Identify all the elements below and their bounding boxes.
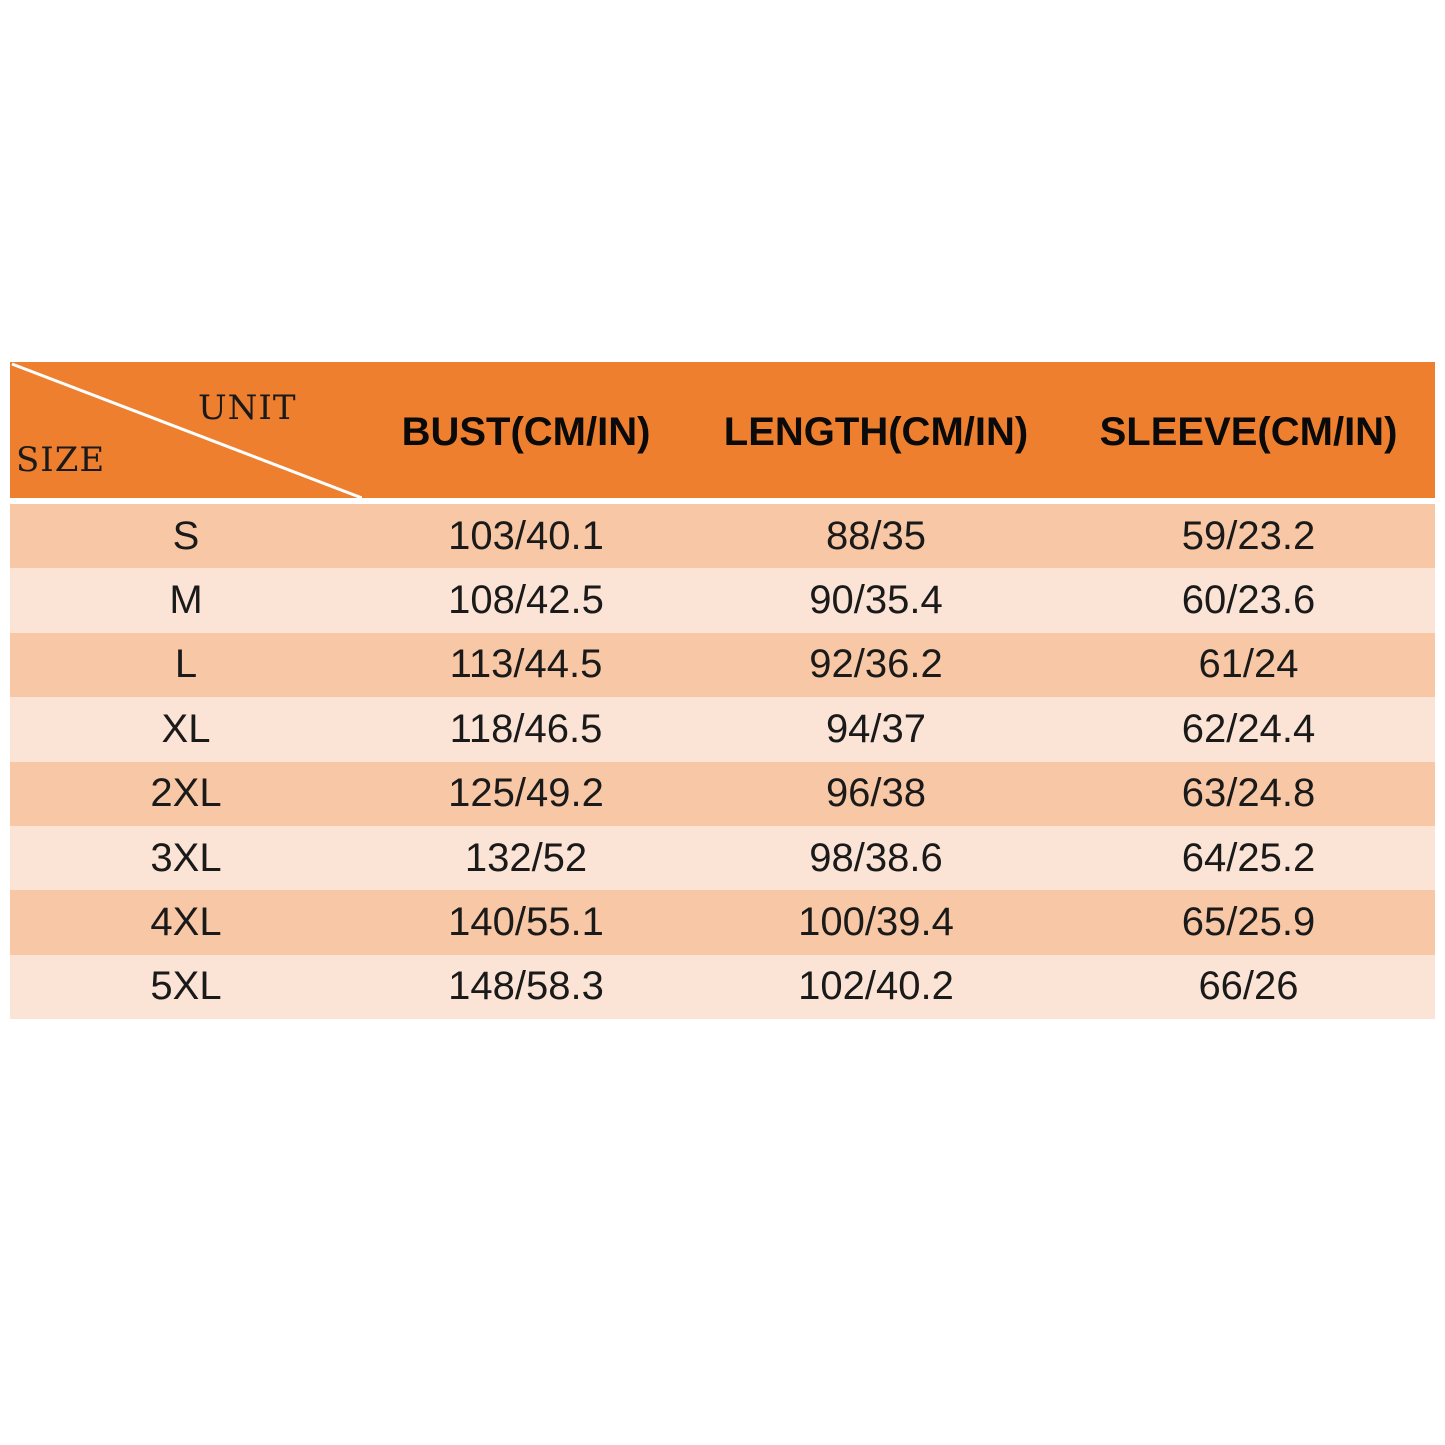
size-cell: XL [161, 706, 211, 751]
size-chart-table [10, 362, 1435, 1019]
length-cell: 96/38 [825, 771, 927, 816]
length-cell: 102/40.2 [798, 964, 954, 1009]
table-row [10, 826, 1435, 890]
corner-header-cell [10, 362, 362, 498]
table-row [10, 955, 1435, 1019]
size-cell: S [172, 513, 200, 558]
sleeve-cell: 63/24.8 [1181, 771, 1316, 816]
sleeve-cell: 66/26 [1198, 964, 1299, 1009]
table-row [10, 504, 1435, 568]
size-cell: 4XL [150, 900, 222, 945]
length-cell: 94/37 [825, 706, 927, 751]
table-body [10, 504, 1435, 1019]
bust-cell: 125/49.2 [448, 771, 604, 816]
column-header-bust: BUST(CM/IN) [401, 409, 651, 454]
bust-cell: 148/58.3 [448, 964, 604, 1009]
table-row [10, 890, 1435, 954]
bust-cell: 113/44.5 [449, 642, 603, 687]
column-header-length: LENGTH(CM/IN) [723, 409, 1029, 454]
size-cell: 3XL [150, 835, 222, 880]
sleeve-cell: 61/24 [1198, 642, 1299, 687]
table-row [10, 568, 1435, 632]
table-row [10, 697, 1435, 761]
sleeve-cell: 65/25.9 [1181, 900, 1316, 945]
sleeve-cell: 59/23.2 [1181, 513, 1316, 558]
unit-label: UNIT [198, 388, 297, 428]
size-cell: 5XL [150, 964, 222, 1009]
length-cell: 100/39.4 [798, 900, 954, 945]
size-cell: L [174, 642, 198, 687]
size-label: SIZE [16, 440, 106, 480]
sleeve-cell: 62/24.4 [1181, 706, 1316, 751]
bust-cell: 140/55.1 [448, 900, 604, 945]
length-cell: 88/35 [825, 513, 927, 558]
bust-cell: 108/42.5 [448, 578, 604, 623]
bust-cell: 132/52 [464, 835, 588, 880]
sleeve-cell: 64/25.2 [1181, 835, 1316, 880]
table-row [10, 633, 1435, 697]
column-header-sleeve: SLEEVE(CM/IN) [1099, 409, 1398, 454]
table-row [10, 762, 1435, 826]
size-cell: 2XL [150, 771, 222, 816]
length-cell: 98/38.6 [809, 835, 943, 880]
length-cell: 90/35.4 [809, 578, 943, 623]
length-cell: 92/36.2 [809, 642, 943, 687]
bust-cell: 103/40.1 [448, 513, 604, 558]
bust-cell: 118/46.5 [449, 706, 603, 751]
sleeve-cell: 60/23.6 [1181, 578, 1316, 623]
size-cell: M [169, 578, 203, 623]
table-header [10, 362, 1435, 498]
